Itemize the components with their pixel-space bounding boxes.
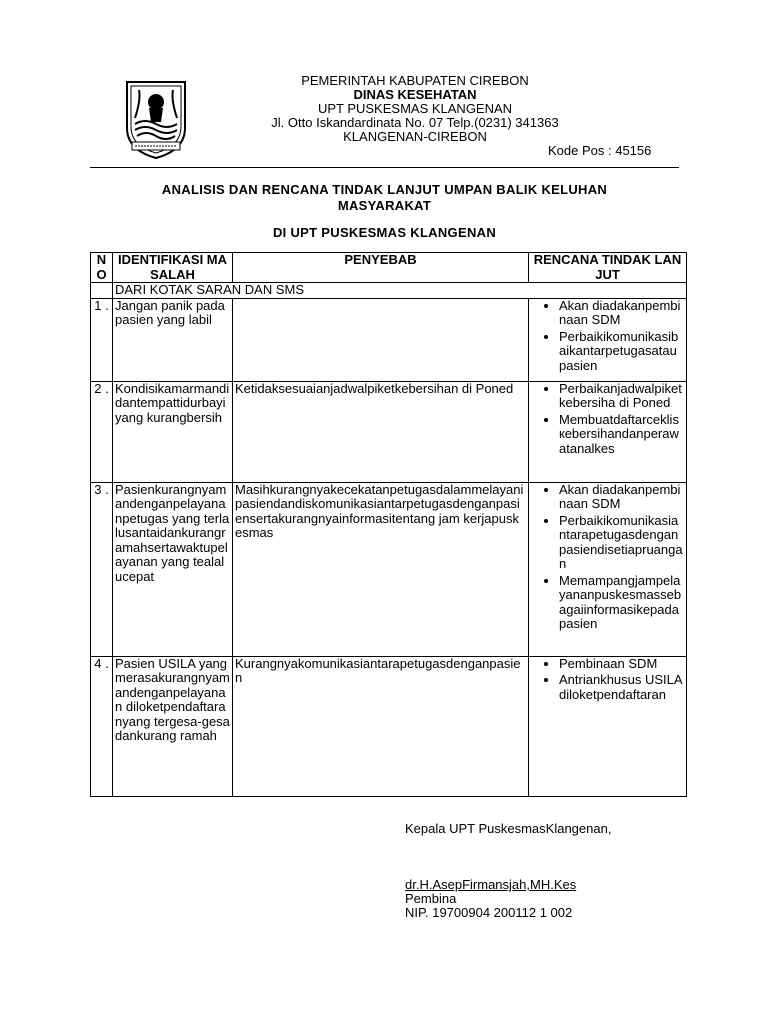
header-no: N O (91, 253, 113, 283)
header-department: DINAS KESEHATAN (353, 87, 477, 102)
header-address: Jl. Otto Iskandardinata No. 07 Telp.(0231) 341363 (271, 115, 559, 130)
section-row (91, 283, 687, 299)
rencana-item: • Pembinaan SDM (559, 657, 684, 672)
header-penyebab: PENYEBAB (233, 253, 529, 283)
row-number: 2 . (91, 381, 113, 482)
row-number: 4 . (91, 656, 113, 796)
signature-rank: Pembina (405, 891, 457, 906)
section-label: DARI KOTAK SARAN DAN SMS (113, 283, 687, 299)
header-government-name: PEMERINTAH KABUPATEN CIREBON (301, 73, 529, 88)
row-masalah: Jangan panik pada pasien yang labil (113, 298, 233, 381)
signature-nip: NIP. 19700904 200112 1 002 (405, 905, 573, 920)
table-header-row (91, 253, 687, 283)
row-penyebab (233, 298, 529, 381)
table-row (91, 482, 687, 656)
rencana-item: • Perbaikanjadwalpiketkebersiha di Poned (559, 382, 684, 411)
row-number: 3 . (91, 482, 113, 656)
row-number: 1 . (91, 298, 113, 381)
row-masalah: Pasien USILA yang merasakurangnyamandenganpelayanan diloketpendaftaranyang tergesa-gesadankurang ramah (113, 656, 233, 796)
document-subtitle: DI UPT PUSKESMAS KLANGENAN (272, 225, 497, 240)
table-row (91, 381, 687, 482)
signature-name: dr.H.AsepFirmansjah,MH.Kes (405, 877, 577, 892)
rencana-item: • Akan diadakanpembinaan SDM (559, 299, 684, 328)
table-row (91, 656, 687, 796)
document-title-line2: MASYARAKAT (337, 198, 432, 213)
rencana-item: • Perbaikikomunikasiantarapetugasdenganpasiendisetiapruangan (559, 514, 684, 572)
header-postal-code: Kode Pos : 45156 (548, 143, 652, 158)
row-penyebab: Kurangnyakomunikasiantarapetugasdenganpasien (233, 656, 529, 796)
header-identifikasi: IDENTIFIKASI MASALAH (113, 253, 233, 283)
rencana-item: • Membuatdaftarceklisкebersihandanperawatanalkes (559, 413, 684, 457)
analysis-table (90, 252, 687, 797)
rencana-item: • Antriankhusus USILA diloketpendaftaran (559, 673, 684, 702)
signature-position: Kepala UPT PuskesmasKlangenan, (405, 821, 612, 836)
header-divider (90, 167, 679, 168)
header-institution: UPT PUSKESMAS KLANGENAN (317, 101, 513, 116)
header-rencana: RENCANA TINDAK LANJUT (529, 253, 687, 283)
document-title-line1: ANALISIS DAN RENCANA TINDAK LANJUT UMPAN BALIK KELUHAN (161, 182, 608, 197)
row-penyebab: Ketidaksesuaianjadwalpiketkebersihan di Poned (233, 381, 529, 482)
row-masalah: Pasienkurangnyamandenganpelayananpetugas yang terlalusantaidankurangramahsertawaktupelayanan yang tealalucepat (113, 482, 233, 656)
rencana-item: • Akan diadakanpembinaan SDM (559, 483, 684, 512)
rencana-item: • Perbaikikomunikasibaikantarpetugasataupasien (559, 330, 684, 374)
rencana-item: • Memampangjampelayananpuskesmassebagaiinformasikepadapasien (559, 574, 684, 632)
row-masalah: Kondisikamarmandidantempattidurbayi yang kurangbersih (113, 381, 233, 482)
government-seal-logo (121, 78, 191, 160)
row-penyebab: Masihkurangnyakecekatanpetugasdalammelayanipasiendandiskomunikasiantarpetugasdenganpasiensertakurangnyainformasitentang jam kerjapuskesmas (233, 482, 529, 656)
table-row (91, 298, 687, 381)
header-city: KLANGENAN-CIREBON (343, 129, 487, 144)
